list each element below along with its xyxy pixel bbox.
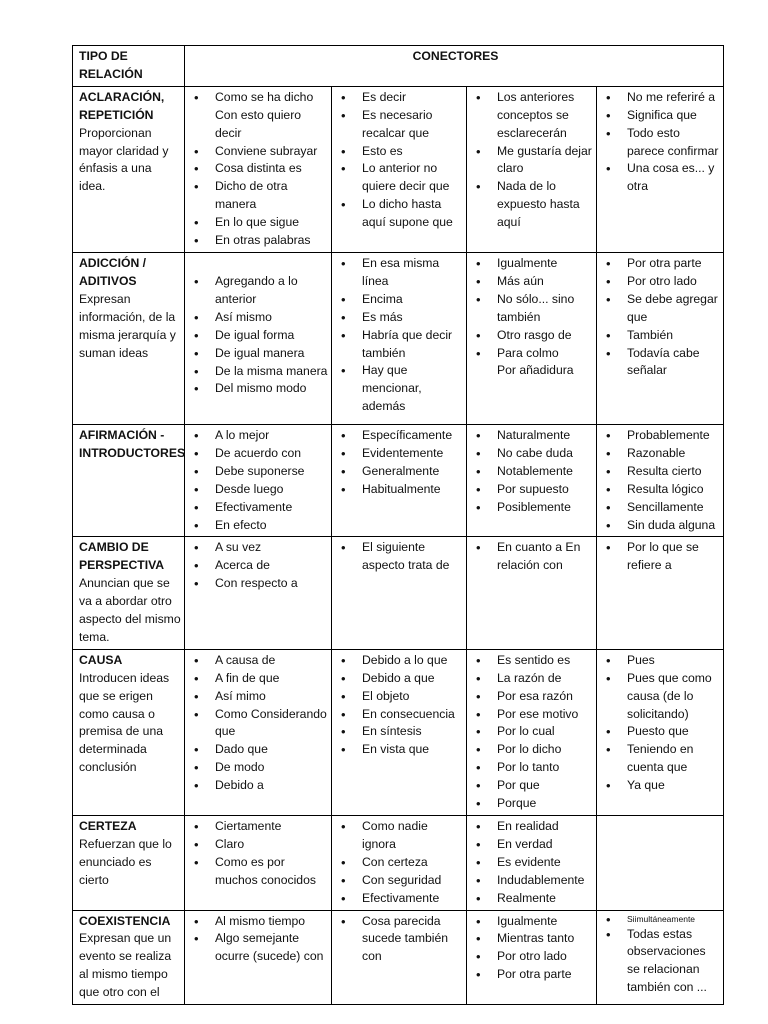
relation-row-aclaracion-repeticion (73, 86, 724, 252)
connector-item: • Debido a lo que (338, 652, 463, 670)
connector-item: • El objeto (338, 688, 463, 706)
connectors-table (72, 45, 724, 1005)
connector-item: • Por lo dicho (473, 741, 593, 759)
relation-type-cell (73, 537, 185, 649)
connector-cell (467, 649, 597, 815)
connector-item: • Los anteriores conceptos se esclarecerán (473, 89, 593, 143)
connector-list (473, 818, 593, 908)
connector-item: • También (603, 327, 720, 345)
connector-item: • Siimultáneamente (603, 913, 720, 926)
connector-item: • En cuanto a En relación con (473, 539, 593, 575)
relation-title: COEXISTENCIA (79, 913, 171, 928)
connector-item: • Lo dicho hasta aquí supone que (338, 196, 463, 232)
connector-list (191, 539, 328, 593)
connector-item: • Es sentido es (473, 652, 593, 670)
connector-item: • Para colmo (473, 345, 593, 363)
relation-title: CAUSA (79, 652, 123, 667)
connector-item: • Por otra parte (473, 966, 593, 984)
connector-item: • Conviene subrayar (191, 143, 328, 161)
connector-cell (597, 910, 724, 1005)
connector-item: • Mientras tanto (473, 930, 593, 948)
connector-list (473, 427, 593, 517)
connector-item: • Puesto que (603, 723, 720, 741)
connector-item: • En síntesis (338, 723, 463, 741)
connector-item: • De la misma manera (191, 363, 328, 381)
connector-item: • Porque (473, 795, 593, 813)
connector-item: • Encima (338, 291, 463, 309)
connector-item: • Esto es (338, 143, 463, 161)
connector-item: • Generalmente (338, 463, 463, 481)
connector-cell (185, 424, 332, 536)
connector-item: • Ciertamente (191, 818, 328, 836)
connector-item: • En efecto (191, 517, 328, 535)
connector-cell (185, 910, 332, 1005)
connector-cell (332, 252, 467, 424)
connector-item: • Todavía cabe señalar (603, 345, 720, 381)
connector-cell (597, 424, 724, 536)
relation-title: ACLARACIÓN, REPETICIÓN (79, 89, 165, 122)
connector-cell (185, 649, 332, 815)
connector-list (191, 89, 328, 250)
connector-item: • Habitualmente (338, 481, 463, 499)
connector-item: • Así mismo (191, 309, 328, 327)
connector-item: • No cabe duda (473, 445, 593, 463)
header-connectors: CONECTORES (185, 46, 724, 87)
connector-item: • Por ese motivo (473, 706, 593, 724)
connector-list (338, 818, 463, 908)
relation-type-cell (73, 252, 185, 424)
connector-item: • Nada de lo expuesto hasta aquí (473, 178, 593, 232)
connector-item: • De igual forma (191, 327, 328, 345)
connector-item: • Indudablemente (473, 872, 593, 890)
relation-description: Anuncian que se va a abordar otro aspecto del mismo tema. (79, 576, 181, 644)
connector-item: • Cosa distinta es (191, 160, 328, 178)
connector-item: • Dicho de otra manera (191, 178, 328, 214)
connector-item: • De modo (191, 759, 328, 777)
connector-item: • Hay que mencionar, además (338, 362, 463, 416)
relation-row-cambio-de-perspectiva (73, 537, 724, 649)
connector-item: • Por lo que se refiere a (603, 539, 720, 575)
relation-type-cell (73, 649, 185, 815)
connector-list (473, 652, 593, 813)
relation-type-cell (73, 910, 185, 1005)
connector-item: Por añadidura (497, 363, 574, 378)
relation-type-cell (73, 424, 185, 536)
connector-item: • Acerca de (191, 557, 328, 575)
connector-item: • Con certeza (338, 854, 463, 872)
connector-cell (332, 816, 467, 911)
connector-cell (467, 537, 597, 649)
connector-item: • En esa misma línea (338, 255, 463, 291)
connector-item: • Con respecto a (191, 575, 328, 593)
connector-item: • Como Considerando que (191, 706, 328, 742)
connector-list (338, 89, 463, 232)
connector-item: • Pues (603, 652, 720, 670)
relation-description: Refuerzan que lo enunciado es cierto (79, 836, 172, 887)
connector-item: • Probablemente (603, 427, 720, 445)
connector-item: • En otras palabras (191, 232, 328, 250)
connector-item: • Por otro lado (473, 948, 593, 966)
connector-list (603, 539, 720, 575)
connector-item: • Al mismo tiempo (191, 913, 328, 931)
connector-item: • Efectivamente (191, 499, 328, 517)
relation-type-cell (73, 86, 185, 252)
connector-list (603, 652, 720, 795)
connector-item: • Por lo cual (473, 723, 593, 741)
connector-cell (467, 816, 597, 911)
connector-cell (332, 537, 467, 649)
connector-item: • Por otra parte (603, 255, 720, 273)
connector-item: • Debido a (191, 777, 328, 795)
connector-item: • La razón de (473, 670, 593, 688)
connector-list (338, 913, 463, 967)
relation-title: ADICCIÓN / ADITIVOS (79, 255, 147, 288)
relation-type-cell (73, 816, 185, 911)
connector-list (473, 89, 593, 232)
connector-item: • Es decir (338, 89, 463, 107)
connector-list (191, 652, 328, 795)
connector-list (191, 273, 328, 398)
connector-item: • Evidentemente (338, 445, 463, 463)
relation-row-coexistencia (73, 910, 724, 1005)
relation-description: Proporcionan mayor claridad y énfasis a una idea. (79, 125, 169, 194)
connector-cell (467, 424, 597, 536)
connector-item: • Igualmente (473, 255, 593, 273)
connector-item: • Más aún (473, 273, 593, 291)
connector-cell (332, 424, 467, 536)
connector-item: • Razonable (603, 445, 720, 463)
connector-list (603, 255, 720, 380)
connector-item: • Como se ha dicho Con esto quiero decir (191, 89, 328, 143)
connector-item: • Por lo tanto (473, 759, 593, 777)
connector-item: • Una cosa es... y otra (603, 160, 720, 196)
connector-item: • Así mimo (191, 688, 328, 706)
connector-item: • Como nadie ignora (338, 818, 463, 854)
connector-item: • Por esa razón (473, 688, 593, 706)
connector-item: • En vista que (338, 741, 463, 759)
connector-item: • Claro (191, 836, 328, 854)
connector-list (338, 255, 463, 416)
connector-item: • En verdad (473, 836, 593, 854)
connector-item: • No me referiré a (603, 89, 720, 107)
connector-item: • Desde luego (191, 481, 328, 499)
connector-list (473, 539, 593, 575)
connector-list (603, 427, 720, 534)
connector-item: • En lo que sigue (191, 214, 328, 232)
connector-item: • Es necesario recalcar que (338, 107, 463, 143)
connector-cell (332, 649, 467, 815)
connector-item: • Pues que como causa (de lo solicitando) (603, 670, 720, 724)
connector-list (191, 818, 328, 890)
connector-cell (185, 537, 332, 649)
connector-cell (597, 252, 724, 424)
connector-item: • Efectivamente (338, 890, 463, 908)
connector-item: • Por que (473, 777, 593, 795)
header-type-of-relation: TIPO DE RELACIÓN (73, 46, 185, 87)
connector-item: • No sólo... sino también (473, 291, 593, 327)
connector-item: • Resulta cierto (603, 463, 720, 481)
connector-item: • Realmente (473, 890, 593, 908)
relation-row-certeza (73, 816, 724, 911)
connector-item: • En realidad (473, 818, 593, 836)
connector-item: • Cosa parecida sucede también con (338, 913, 463, 967)
connector-item: • Es más (338, 309, 463, 327)
connector-list (473, 913, 593, 985)
connector-item: • Posiblemente (473, 499, 593, 517)
connector-item: • A lo mejor (191, 427, 328, 445)
connector-item: • Resulta lógico (603, 481, 720, 499)
connector-cell (597, 86, 724, 252)
connector-item: • Ya que (603, 777, 720, 795)
relation-title: CERTEZA (79, 819, 137, 833)
connector-cell (332, 86, 467, 252)
connector-item: • A causa de (191, 652, 328, 670)
connector-item: • Por otro lado (603, 273, 720, 291)
connector-item: • A su vez (191, 539, 328, 557)
connector-item: • Sencillamente (603, 499, 720, 517)
connector-list (191, 913, 328, 967)
connector-cell (185, 86, 332, 252)
connector-item: • Por supuesto (473, 481, 593, 499)
connector-item: • Algo semejante ocurre (sucede) con (191, 930, 328, 966)
relation-description: Expresan que un evento se realiza al mismo tiempo que otro con el (79, 931, 172, 1000)
connector-cell (467, 252, 597, 424)
connector-item: • El siguiente aspecto trata de (338, 539, 463, 575)
connector-item: • Con seguridad (338, 872, 463, 890)
connector-item: • Todas estas observaciones se relacionan también con ... (603, 926, 720, 998)
connector-list (191, 427, 328, 534)
connector-item: • Otro rasgo de (473, 327, 593, 345)
connector-item: • Del mismo modo (191, 380, 328, 398)
connector-item: • En consecuencia (338, 706, 463, 724)
connector-item: • Me gustaría dejar claro (473, 143, 593, 179)
connector-item: • Naturalmente (473, 427, 593, 445)
connector-item: • Sin duda alguna (603, 517, 720, 535)
relation-description: Expresan información, de la misma jerarquía y suman ideas (79, 291, 176, 360)
connector-item: • De igual manera (191, 345, 328, 363)
header-row (73, 46, 724, 87)
connector-item: • Igualmente (473, 913, 593, 931)
connector-item: • Notablemente (473, 463, 593, 481)
connector-list (473, 255, 593, 380)
connector-item: • Habría que decir también (338, 327, 463, 363)
connector-cell (597, 537, 724, 649)
connector-cell (467, 910, 597, 1005)
connector-cell (332, 910, 467, 1005)
connector-item: • Lo anterior no quiere decir que (338, 160, 463, 196)
connector-cell (597, 816, 724, 911)
connector-item: • Debe suponerse (191, 463, 328, 481)
connector-cell (467, 86, 597, 252)
relation-description: Introducen ideas que se erigen como causa o premisa de una determinada conclusión (79, 670, 170, 775)
connector-item: • Específicamente (338, 427, 463, 445)
connector-item: • Todo esto parece confirmar (603, 125, 720, 161)
connector-list (338, 652, 463, 759)
connector-item: • Se debe agregar que (603, 291, 720, 327)
connector-list (603, 913, 720, 998)
connector-item: • De acuerdo con (191, 445, 328, 463)
relation-title: CAMBIO DE PERSPECTIVA (79, 540, 165, 573)
connector-item: • Es evidente (473, 854, 593, 872)
connector-item: • Significa que (603, 107, 720, 125)
connector-cell (597, 649, 724, 815)
relation-row-causa (73, 649, 724, 815)
connector-list (338, 539, 463, 575)
connector-item: • A fin de que (191, 670, 328, 688)
connector-item: • Como es por muchos conocidos (191, 854, 328, 890)
connector-cell (185, 252, 332, 424)
connector-cell (185, 816, 332, 911)
connector-item: • Teniendo en cuenta que (603, 741, 720, 777)
connector-item: • Agregando a lo anterior (191, 273, 328, 309)
relation-row-adiccion-aditivos (73, 252, 724, 424)
connector-list (603, 89, 720, 196)
relation-row-afirmacion-introductores (73, 424, 724, 536)
relation-title: AFIRMACIÓN - INTRODUCTORES (79, 427, 186, 460)
connector-item: • Dado que (191, 741, 328, 759)
connector-item: • Debido a que (338, 670, 463, 688)
connector-list (338, 427, 463, 499)
